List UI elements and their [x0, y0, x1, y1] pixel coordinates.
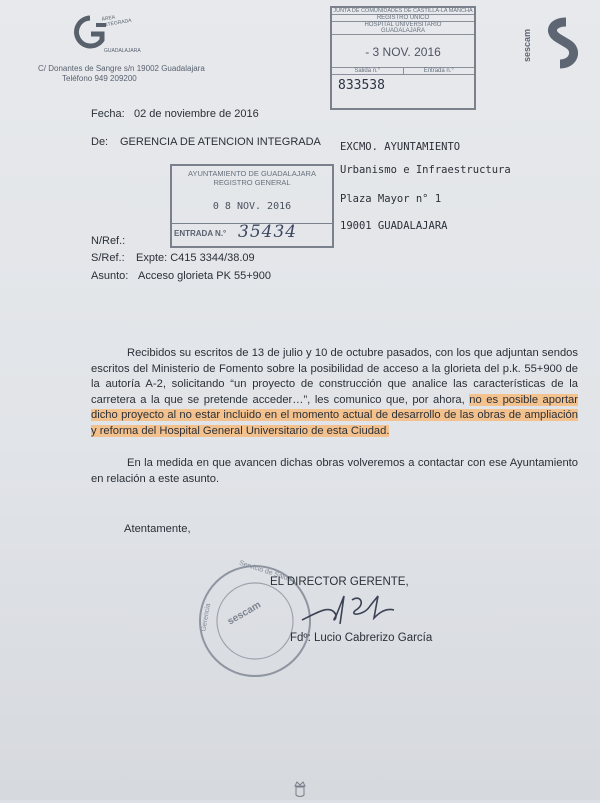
body-paragraph-1-highlight: no es posible aportar dicho proyecto al no estar incluido en el momento actual de desarrollo de las obras de ampliación y reforma del Hospital General Universitario de esta Ciudad.	[91, 393, 579, 437]
recipient-line1: EXCMO. AYUNTAMIENTO	[340, 141, 461, 153]
header-phone: Teléfono 949 209200	[62, 74, 137, 83]
bottom-emblem	[293, 780, 307, 798]
seal-text-mid: sescam	[225, 599, 263, 628]
nref-label: N/Ref.:	[91, 235, 126, 247]
top-stamp-line4: GUADALAJARA	[332, 28, 474, 35]
top-stamp-right-label: Entrada n.°	[423, 68, 454, 74]
mid-stamp-entry-label: ENTRADA N.°	[174, 229, 227, 238]
recipient-line2: Urbanismo e Infraestructura	[340, 164, 511, 176]
handwritten-signature	[300, 590, 396, 626]
sref-label: S/Ref.:	[91, 252, 125, 264]
crown-emblem-icon	[293, 780, 307, 798]
recipient-line4: 19001 GUADALAJARA	[340, 220, 448, 232]
header-address: C/ Donantes de Sangre s/n 19002 Guadalajara	[38, 64, 205, 73]
mid-stamp-line2: REGISTRO GENERAL	[213, 178, 291, 187]
mid-stamp-entry-number: 35434	[238, 222, 298, 242]
asunto-label: Asunto:	[91, 270, 129, 282]
sescam-brand-text: sescam	[522, 28, 532, 62]
signatory-name: Fdº: Lucio Cabrerizo García	[290, 632, 433, 644]
body-paragraph-1	[91, 346, 578, 439]
fecha-value: 02 de noviembre de 2016	[134, 108, 259, 120]
top-stamp-number: 833538	[338, 78, 385, 93]
signatory-title: EL DIRECTOR GERENTE,	[270, 576, 409, 588]
top-stamp-line1: JUNTA DE COMUNIDADES DE CASTILLA-LA MANCHA	[333, 8, 473, 14]
sref-value: Expte: C415 3344/38.09	[136, 252, 255, 264]
sescam-logo	[522, 8, 592, 88]
de-label: De:	[91, 136, 109, 148]
top-stamp-left-label: Salida n.°	[332, 68, 404, 74]
top-stamp-line2: REGISTRO UNICO	[332, 15, 474, 22]
logo-text-bottom: GUADALAJARA	[104, 48, 141, 54]
hospital-logo	[48, 12, 141, 58]
body-paragraph-1-text: Recibidos su escritos de 13 de julio y 10 de octubre pasados, con los que adjuntan sendos escritos del Ministerio de Fomento sobre la posibilidad de acceso a la glorieta del p.k. 55+900 de la autoría A-2, solicitando “un proyecto de construcción que analice las características de la carretera a la que se pretende acceder…”, les comunico que, por ahora,	[91, 347, 578, 406]
mid-stamp-line1: AYUNTAMIENTO DE GUADALAJARA	[188, 169, 316, 178]
top-registration-stamp	[330, 6, 476, 110]
recipient-line3: Plaza Mayor n° 1	[340, 193, 442, 205]
seal-text-left: Gerencia	[200, 602, 213, 633]
asunto-value: Acceso glorieta PK 55+900	[138, 270, 272, 282]
logo-text-top: ÁREA INTEGRADA	[101, 14, 133, 29]
top-stamp-line3: HOSPITAL UNIVERSITARIO	[364, 22, 442, 28]
de-value: GERENCIA DE ATENCION INTEGRADA	[120, 136, 321, 148]
mid-stamp-date: 0 8 NOV. 2016	[212, 201, 292, 212]
closing: Atentamente,	[124, 523, 191, 535]
fecha-label: Fecha:	[91, 108, 125, 120]
sescam-s-icon	[522, 8, 592, 88]
top-stamp-date: - 3 NOV. 2016	[365, 45, 441, 59]
body-paragraph-2: En la medida en que avancen dichas obras volveremos a contactar con ese Ayuntamiento en relación a este asunto.	[91, 457, 578, 485]
ayuntamiento-registration-stamp	[170, 164, 334, 248]
seal-text-top: Servicio de Salud	[238, 559, 293, 584]
signature-scribble-icon	[300, 590, 396, 626]
